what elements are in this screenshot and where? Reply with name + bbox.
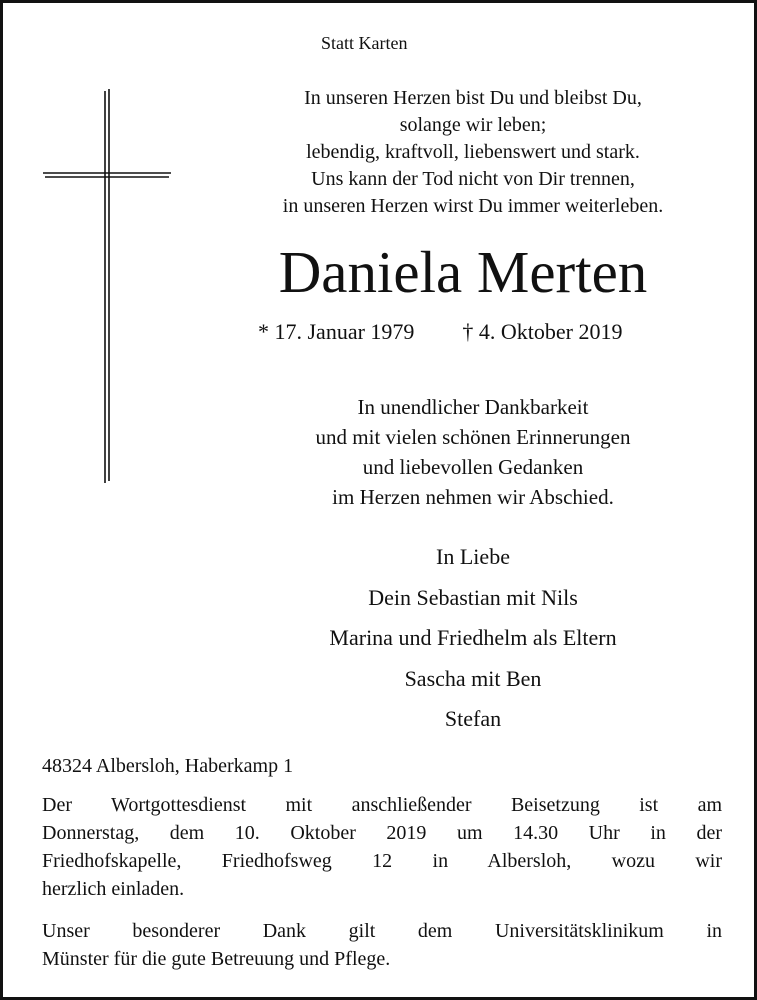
cross-icon (41, 87, 173, 487)
life-dates (258, 317, 623, 347)
header-statt-karten: Statt Karten (321, 33, 408, 53)
gratitude-note (42, 917, 722, 973)
service-announcement (42, 791, 722, 903)
farewell-text (213, 392, 733, 512)
gratitude-line: Münster für die gute Betreuung und Pflege. (42, 948, 391, 970)
gratitude-line: Unser besonderer Dank gilt dem Universitätsklinikum in (42, 920, 722, 942)
poem-line: solange wir leben; (399, 114, 547, 136)
farewell-line: und liebevollen Gedanken (362, 455, 584, 479)
poem (213, 85, 733, 220)
service-line: Der Wortgottesdienst mit anschließender Beisetzung ist am (42, 794, 722, 816)
service-line: herzlich einladen. (42, 878, 185, 900)
poem-line: Uns kann der Tod nicht von Dir trennen, (311, 168, 635, 190)
deceased-name: Daniela Merten (278, 239, 648, 305)
mourners-list (203, 537, 743, 740)
service-line: Donnerstag, dem 10. Oktober 2019 um 14.30 Uhr in der (42, 822, 722, 844)
poem-line: In unseren Herzen bist Du und bleibst Du, (304, 87, 642, 109)
service-line: Friedhofskapelle, Friedhofsweg 12 in Albersloh, wozu wir (42, 850, 722, 872)
mourner-line: Stefan (444, 706, 502, 731)
death-date: † 4. Oktober 2019 (462, 319, 623, 344)
farewell-line: und mit vielen schönen Erinnerungen (315, 425, 631, 449)
poem-line: in unseren Herzen wirst Du immer weiterleben. (282, 195, 664, 217)
mourner-line: Sascha mit Ben (404, 665, 542, 691)
family-address: 48324 Albersloh, Haberkamp 1 (42, 755, 294, 777)
farewell-line: im Herzen nehmen wir Abschied. (332, 485, 614, 509)
mourner-line: In Liebe (436, 544, 510, 569)
poem-line: lebendig, kraftvoll, liebenswert und stark. (306, 141, 640, 163)
mourner-line: Marina und Friedhelm als Eltern (329, 625, 617, 650)
birth-date: * 17. Januar 1979 (258, 319, 415, 344)
farewell-line: In unendlicher Dankbarkeit (357, 395, 589, 419)
mourner-line: Dein Sebastian mit Nils (368, 584, 578, 610)
